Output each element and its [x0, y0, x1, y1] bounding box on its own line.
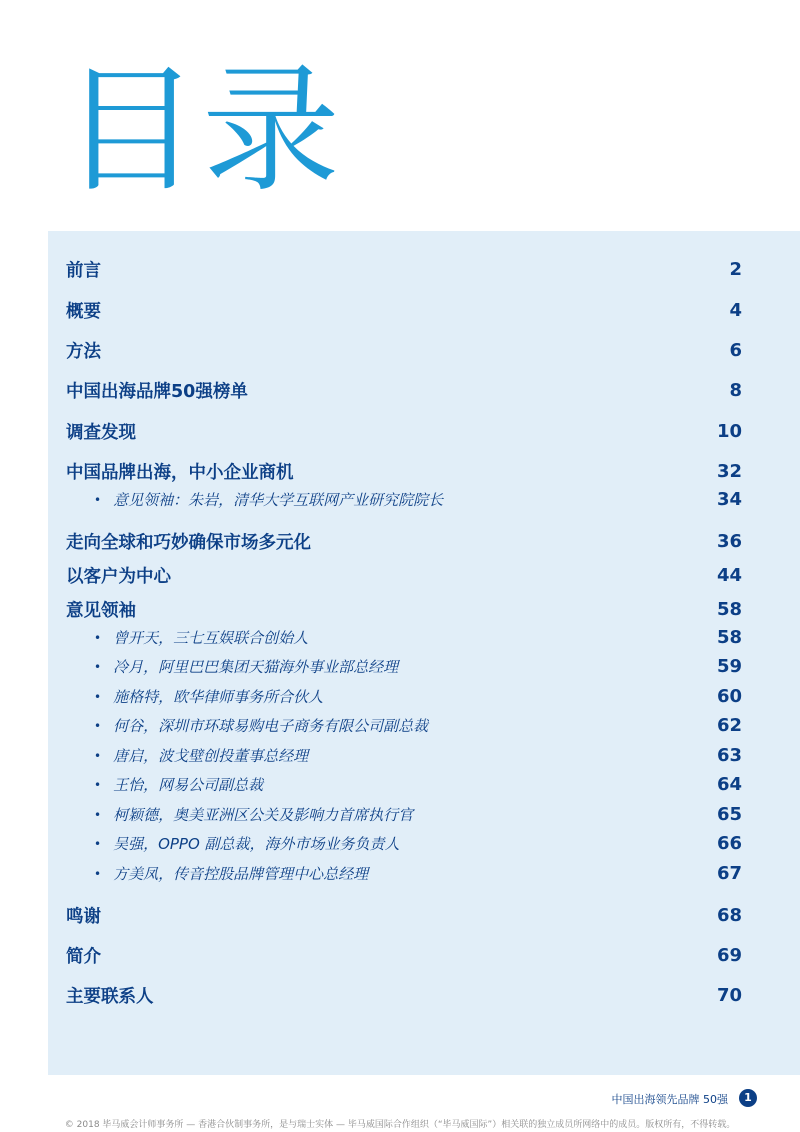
toc-entry[interactable] [66, 563, 742, 588]
toc-page-number: 8 [729, 380, 742, 401]
toc-entry-label: 意见领袖：朱岩，清华大学互联网产业研究院院长 [113, 491, 444, 509]
toc-entry-title: 鸣谢 [66, 907, 101, 927]
bullet-icon: • [94, 807, 102, 822]
toc-page-number: 44 [716, 565, 742, 586]
toc-entry[interactable] [66, 257, 742, 282]
toc-entry-title: 中国出海品牌50强榜单 [66, 382, 248, 402]
toc-page-number: 59 [716, 656, 742, 677]
toc-entry-title: 概要 [66, 302, 101, 322]
toc-entry[interactable] [66, 459, 742, 484]
bullet-icon: • [94, 866, 102, 881]
toc-entry[interactable] [66, 338, 742, 363]
toc-subentry[interactable] [66, 745, 742, 766]
toc-page-number: 64 [716, 774, 742, 795]
page-title: 目录 [62, 50, 343, 211]
page-number-badge: 1 [739, 1089, 757, 1107]
toc-entry-label: 王怡，网易公司副总裁 [113, 776, 264, 794]
toc-entry-label: 曾开天，三七互娱联合创始人 [113, 629, 309, 647]
footer-doc-title: 中国出海领先品牌 50强 [611, 1093, 728, 1106]
bullet-icon: • [94, 630, 102, 645]
toc-entry-label: 冷月，阿里巴巴集团天猫海外事业部总经理 [113, 658, 399, 676]
toc-entry[interactable] [66, 597, 742, 622]
toc-subentry[interactable] [66, 656, 742, 677]
toc-panel [48, 231, 800, 1075]
toc-entry-title: 简介 [66, 947, 101, 967]
toc-entry-title [66, 833, 400, 854]
toc-entry-label: 吴强，OPPO 副总裁，海外市场业务负责人 [113, 835, 400, 853]
toc-entry-title [66, 627, 308, 648]
bullet-icon: • [94, 777, 102, 792]
toc-entry-title [66, 686, 323, 707]
toc-entry-title: 意见领袖 [66, 601, 136, 621]
toc-entry-label: 柯颖德，奥美亚洲区公关及影响力首席执行官 [113, 806, 414, 824]
toc-entry[interactable] [66, 529, 742, 554]
toc-entry-label: 施格特，欧华律师事务所合伙人 [113, 688, 324, 706]
toc-entry-title: 前言 [66, 261, 101, 281]
toc-entry[interactable] [66, 983, 742, 1008]
toc-subentry[interactable] [66, 627, 742, 648]
toc-page-number: 34 [716, 489, 742, 510]
toc-subentry[interactable] [66, 833, 742, 854]
toc-entry-title [66, 774, 263, 795]
toc-entry[interactable] [66, 903, 742, 928]
toc-entry-title: 方法 [66, 342, 101, 362]
bullet-icon: • [94, 836, 102, 851]
bullet-icon: • [94, 659, 102, 674]
toc-subentry[interactable] [66, 863, 742, 884]
toc-entry-title [66, 745, 308, 766]
bullet-icon: • [94, 492, 102, 507]
bullet-icon: • [94, 689, 102, 704]
toc-page-number: 58 [716, 599, 742, 620]
toc-page-number: 66 [716, 833, 742, 854]
toc-entry-title: 主要联系人 [66, 987, 154, 1007]
toc-entry-title: 走向全球和巧妙确保市场多元化 [66, 533, 311, 553]
toc-entry-title [66, 804, 413, 825]
toc-entry-label: 方美凤，传音控股品牌管理中心总经理 [113, 865, 369, 883]
toc-entry[interactable] [66, 378, 742, 403]
toc-page-number: 2 [729, 259, 742, 280]
toc-page-number: 62 [716, 715, 742, 736]
toc-page-number: 6 [729, 340, 742, 361]
toc-page-number: 58 [716, 627, 742, 648]
toc-entry-title: 以客户为中心 [66, 567, 171, 587]
copyright-notice: © 2018 毕马威会计师事务所 — 香港合伙制事务所，是与瑞士实体 — 毕马威国际合作组织（“毕马威国际”）相关联的独立成员所网络中的成员。版权所有，不得转载。 [64, 1120, 736, 1130]
toc-entry-label: 唐启，波戈壁创投董事总经理 [113, 747, 309, 765]
bullet-icon: • [94, 748, 102, 763]
toc-entry[interactable] [66, 943, 742, 968]
bullet-icon: • [94, 718, 102, 733]
toc-page-number: 69 [716, 945, 742, 966]
toc-entry-label: 何谷，深圳市环球易购电子商务有限公司副总裁 [113, 717, 429, 735]
toc-page-number: 65 [716, 804, 742, 825]
toc-subentry[interactable] [66, 489, 742, 510]
toc-page-number: 60 [716, 686, 742, 707]
toc-entry-title: 中国品牌出海，中小企业商机 [66, 463, 294, 483]
toc-subentry[interactable] [66, 774, 742, 795]
toc-page-number: 10 [716, 421, 742, 442]
toc-page-number: 32 [716, 461, 742, 482]
toc-entry-title [66, 656, 398, 677]
toc-subentry[interactable] [66, 686, 742, 707]
toc-page-number: 36 [716, 531, 742, 552]
toc-subentry[interactable] [66, 715, 742, 736]
toc-page-number: 67 [716, 863, 742, 884]
toc-entry-title [66, 715, 428, 736]
toc-entry[interactable] [66, 419, 742, 444]
toc-entry-title [66, 863, 368, 884]
toc-page-number: 68 [716, 905, 742, 926]
toc-page-number: 70 [716, 985, 742, 1006]
toc-entry-title: 调查发现 [66, 423, 136, 443]
toc-entry[interactable] [66, 298, 742, 323]
toc-page-number: 4 [729, 300, 742, 321]
toc-entry-title [66, 489, 443, 510]
toc-subentry[interactable] [66, 804, 742, 825]
toc-page-number: 63 [716, 745, 742, 766]
